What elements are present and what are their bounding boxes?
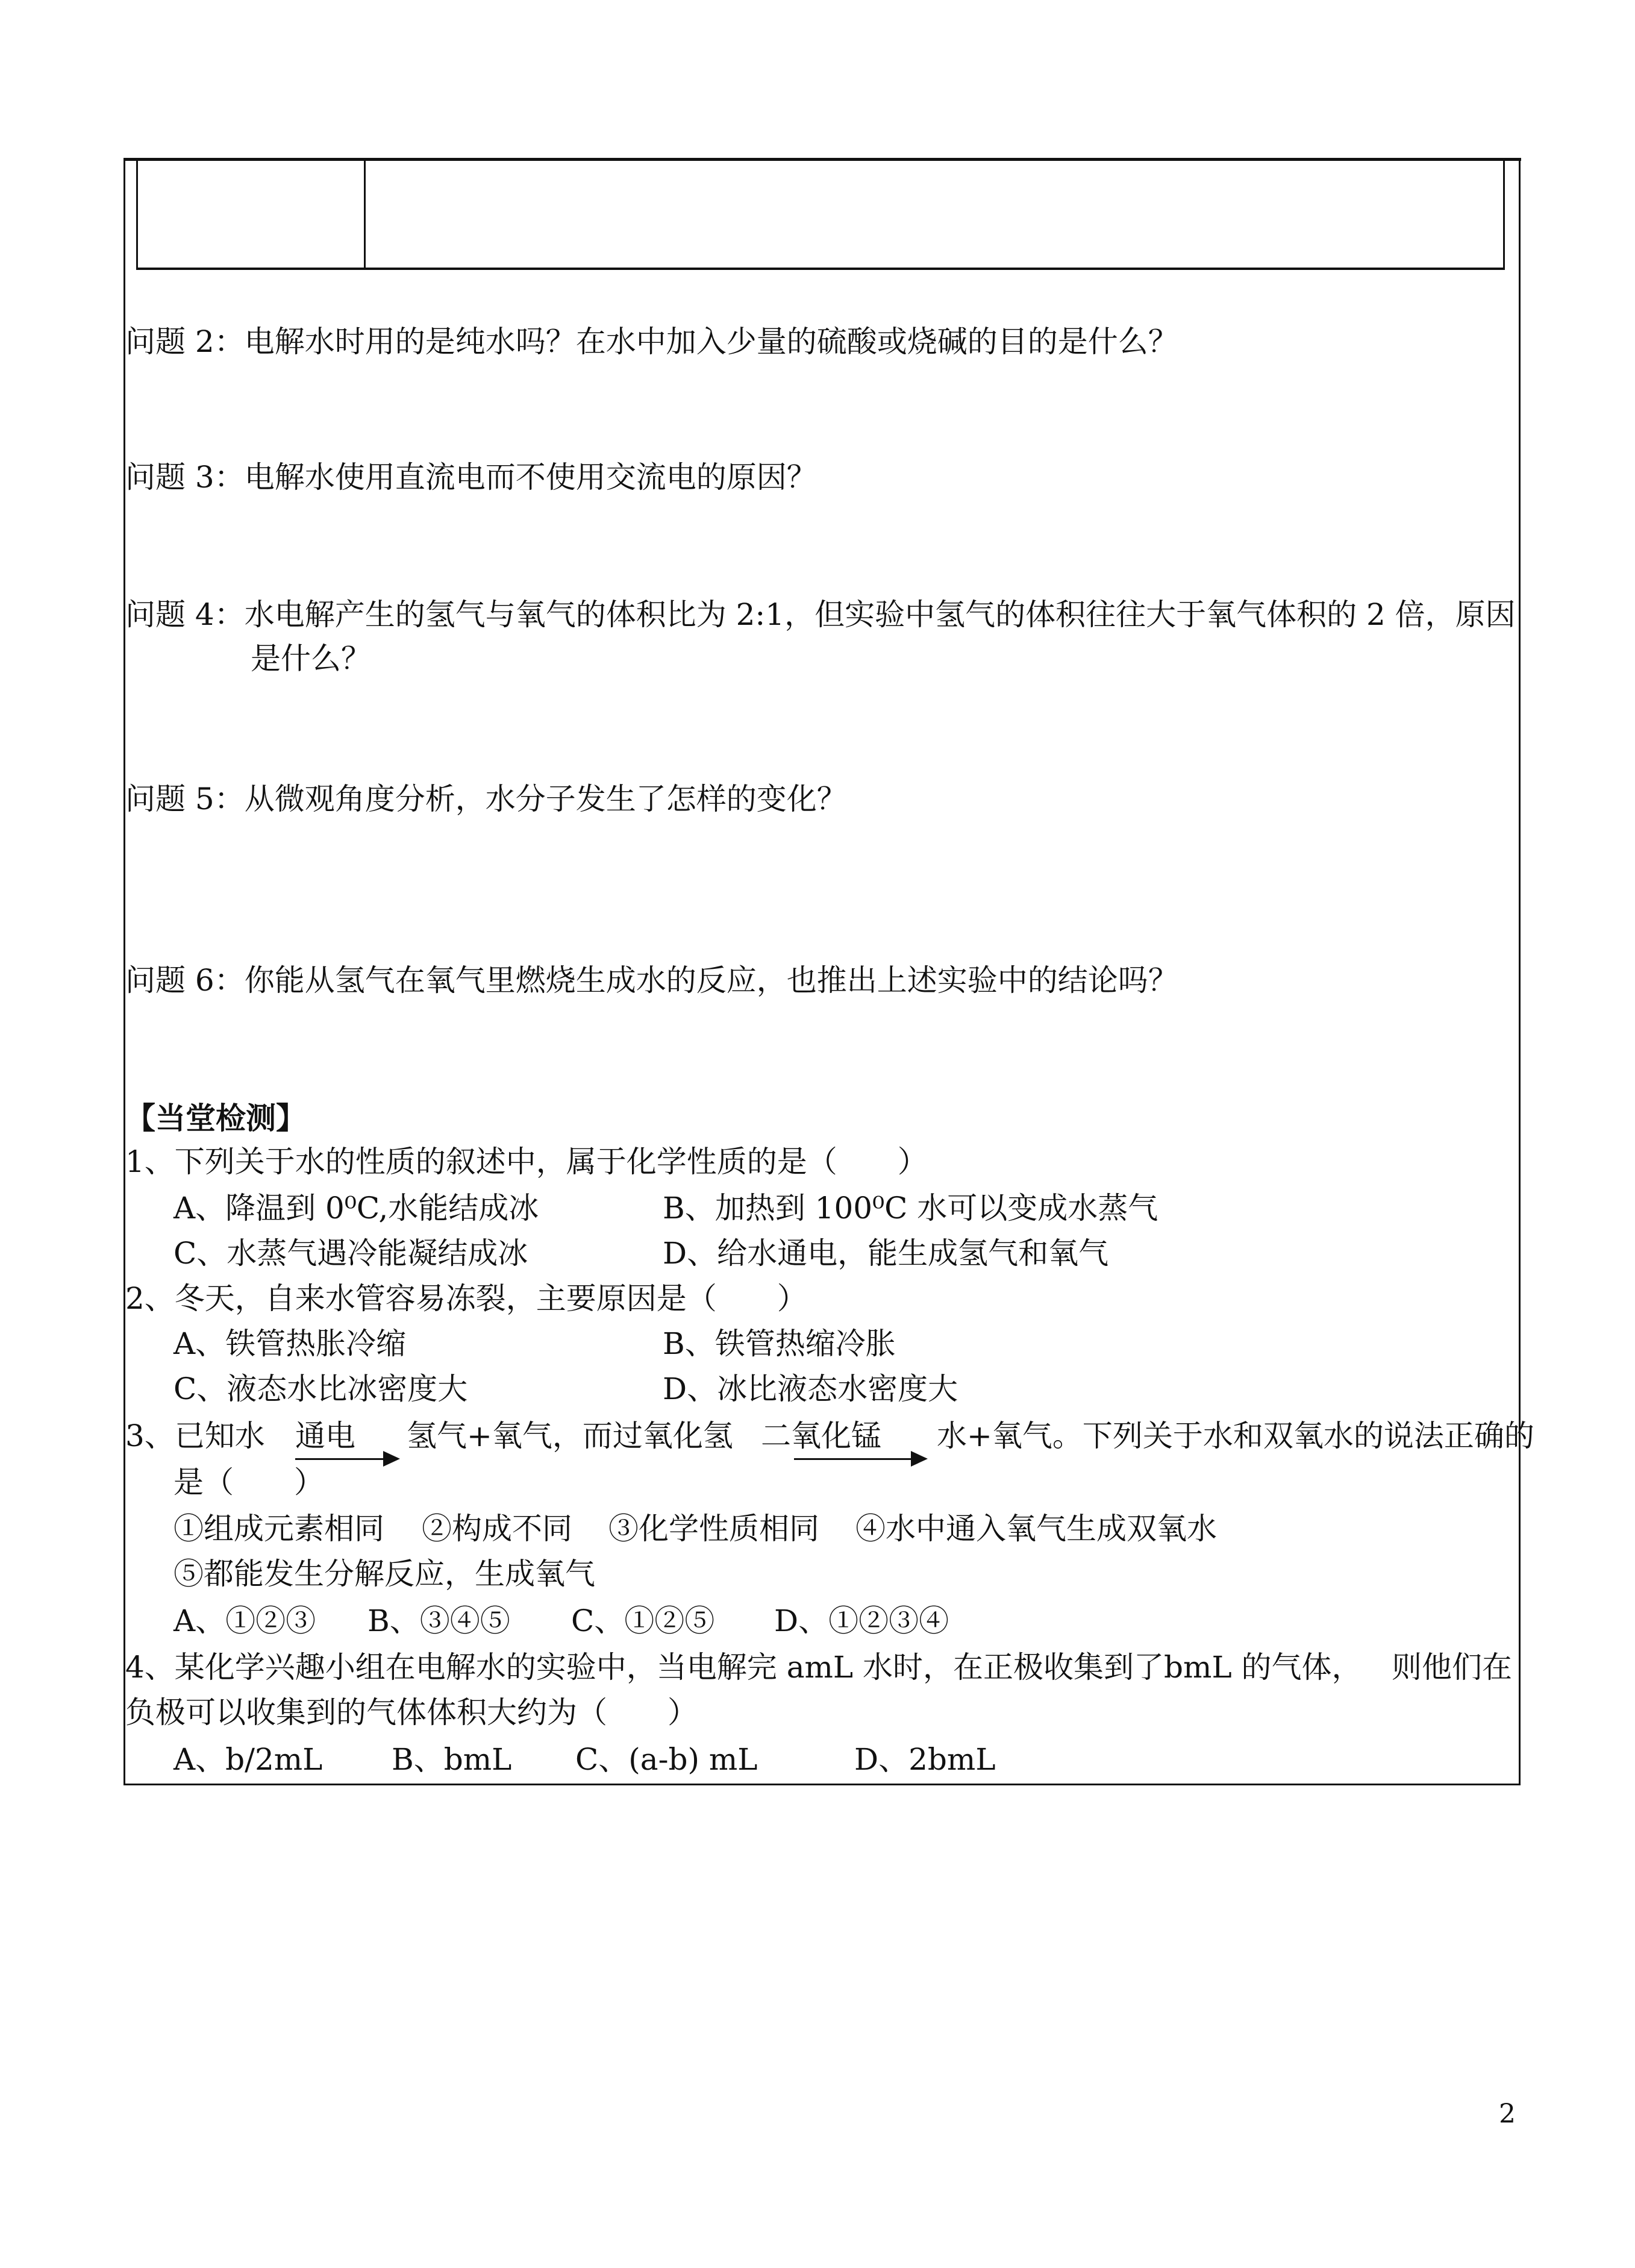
table-column-divider xyxy=(364,160,366,268)
item4-option-c: C、(a-b) mL xyxy=(575,1742,758,1777)
item3-option-b: B、③④⑤ xyxy=(367,1603,510,1638)
reaction-arrow-1 xyxy=(295,1458,398,1460)
item1-stem: 1、下列关于水的性质的叙述中，属于化学性质的是（ ） xyxy=(125,1144,928,1179)
question-4-line2: 是什么？ xyxy=(251,641,371,676)
page-number: 2 xyxy=(1499,2099,1516,2129)
item3-option-c: C、①②⑤ xyxy=(571,1603,715,1638)
item4-option-b: B、bmL xyxy=(392,1742,512,1777)
item2-option-d: D、冰比液态水密度大 xyxy=(663,1371,958,1406)
reaction-arrow-2 xyxy=(794,1458,925,1460)
item3-condition-electric: 通电 xyxy=(295,1418,355,1453)
item2-option-a: A、铁管热胀冷缩 xyxy=(174,1326,407,1361)
item3-stem-line2: 是（ ） xyxy=(174,1465,324,1500)
item3-option-a: A、①②③ xyxy=(174,1603,316,1638)
item1-option-b: B、加热到 100⁰C 水可以变成水蒸气 xyxy=(663,1191,1158,1226)
item4-stem-line2: 负极可以收集到的气体体积大约为（ ） xyxy=(125,1695,698,1730)
item2-option-b: B、铁管热缩冷胀 xyxy=(663,1326,896,1361)
item3-statement-3: ③化学性质相同 xyxy=(608,1511,819,1546)
question-5: 问题 5：从微观角度分析，水分子发生了怎样的变化？ xyxy=(125,782,847,816)
section-heading: 【当堂检测】 xyxy=(125,1101,306,1136)
item3-statement-2: ②构成不同 xyxy=(422,1511,572,1546)
item3-stem-middle: 氢气+氧气，而过氧化氢 xyxy=(407,1418,733,1453)
item4-stem-line1: 4、某化学兴趣小组在电解水的实验中，当电解完 amL 水时，在正极收集到了bmL 的气体， xyxy=(125,1650,1362,1685)
question-2: 问题 2：电解水时用的是纯水吗？在水中加入少量的硫酸或烧碱的目的是什么？ xyxy=(125,324,1178,359)
item1-option-c: C、水蒸气遇冷能凝结成冰 xyxy=(174,1236,528,1271)
item1-option-a: A、降温到 0⁰C,水能结成冰 xyxy=(174,1191,539,1226)
item4-option-a: A、b/2mL xyxy=(174,1742,323,1777)
item3-statement-1: ①组成元素相同 xyxy=(174,1511,384,1546)
carryover-table xyxy=(136,160,1505,270)
item3-statement-4: ④水中通入氧气生成双氧水 xyxy=(855,1511,1217,1546)
item3-stem-end: 水+氧气。下列关于水和双氧水的说法正确的 xyxy=(937,1418,1534,1453)
item3-statement-5: ⑤都能发生分解反应，生成氧气 xyxy=(174,1556,595,1591)
item3-option-d: D、①②③④ xyxy=(774,1603,949,1638)
item4-option-d: D、2bmL xyxy=(854,1742,996,1777)
item2-stem: 2、冬天，自来水管容易冻裂，主要原因是（ ） xyxy=(125,1281,807,1316)
question-3: 问题 3：电解水使用直流电而不使用交流电的原因？ xyxy=(125,460,817,495)
question-6: 问题 6：你能从氢气在氧气里燃烧生成水的反应，也推出上述实验中的结论吗？ xyxy=(125,963,1178,998)
item1-option-d: D、给水通电，能生成氢气和氧气 xyxy=(663,1236,1109,1271)
item3-stem-start: 3、已知水 xyxy=(125,1418,265,1453)
question-4-line1: 问题 4：水电解产生的氢气与氧气的体积比为 2:1，但实验中氢气的体积往往大于氧气体积的 2 倍，原因 xyxy=(125,597,1516,632)
item3-condition-catalyst: 二氧化锰 xyxy=(761,1418,881,1453)
item2-option-c: C、液态水比冰密度大 xyxy=(174,1371,468,1406)
item4-stem-line1-end: 则他们在 xyxy=(1392,1650,1512,1685)
